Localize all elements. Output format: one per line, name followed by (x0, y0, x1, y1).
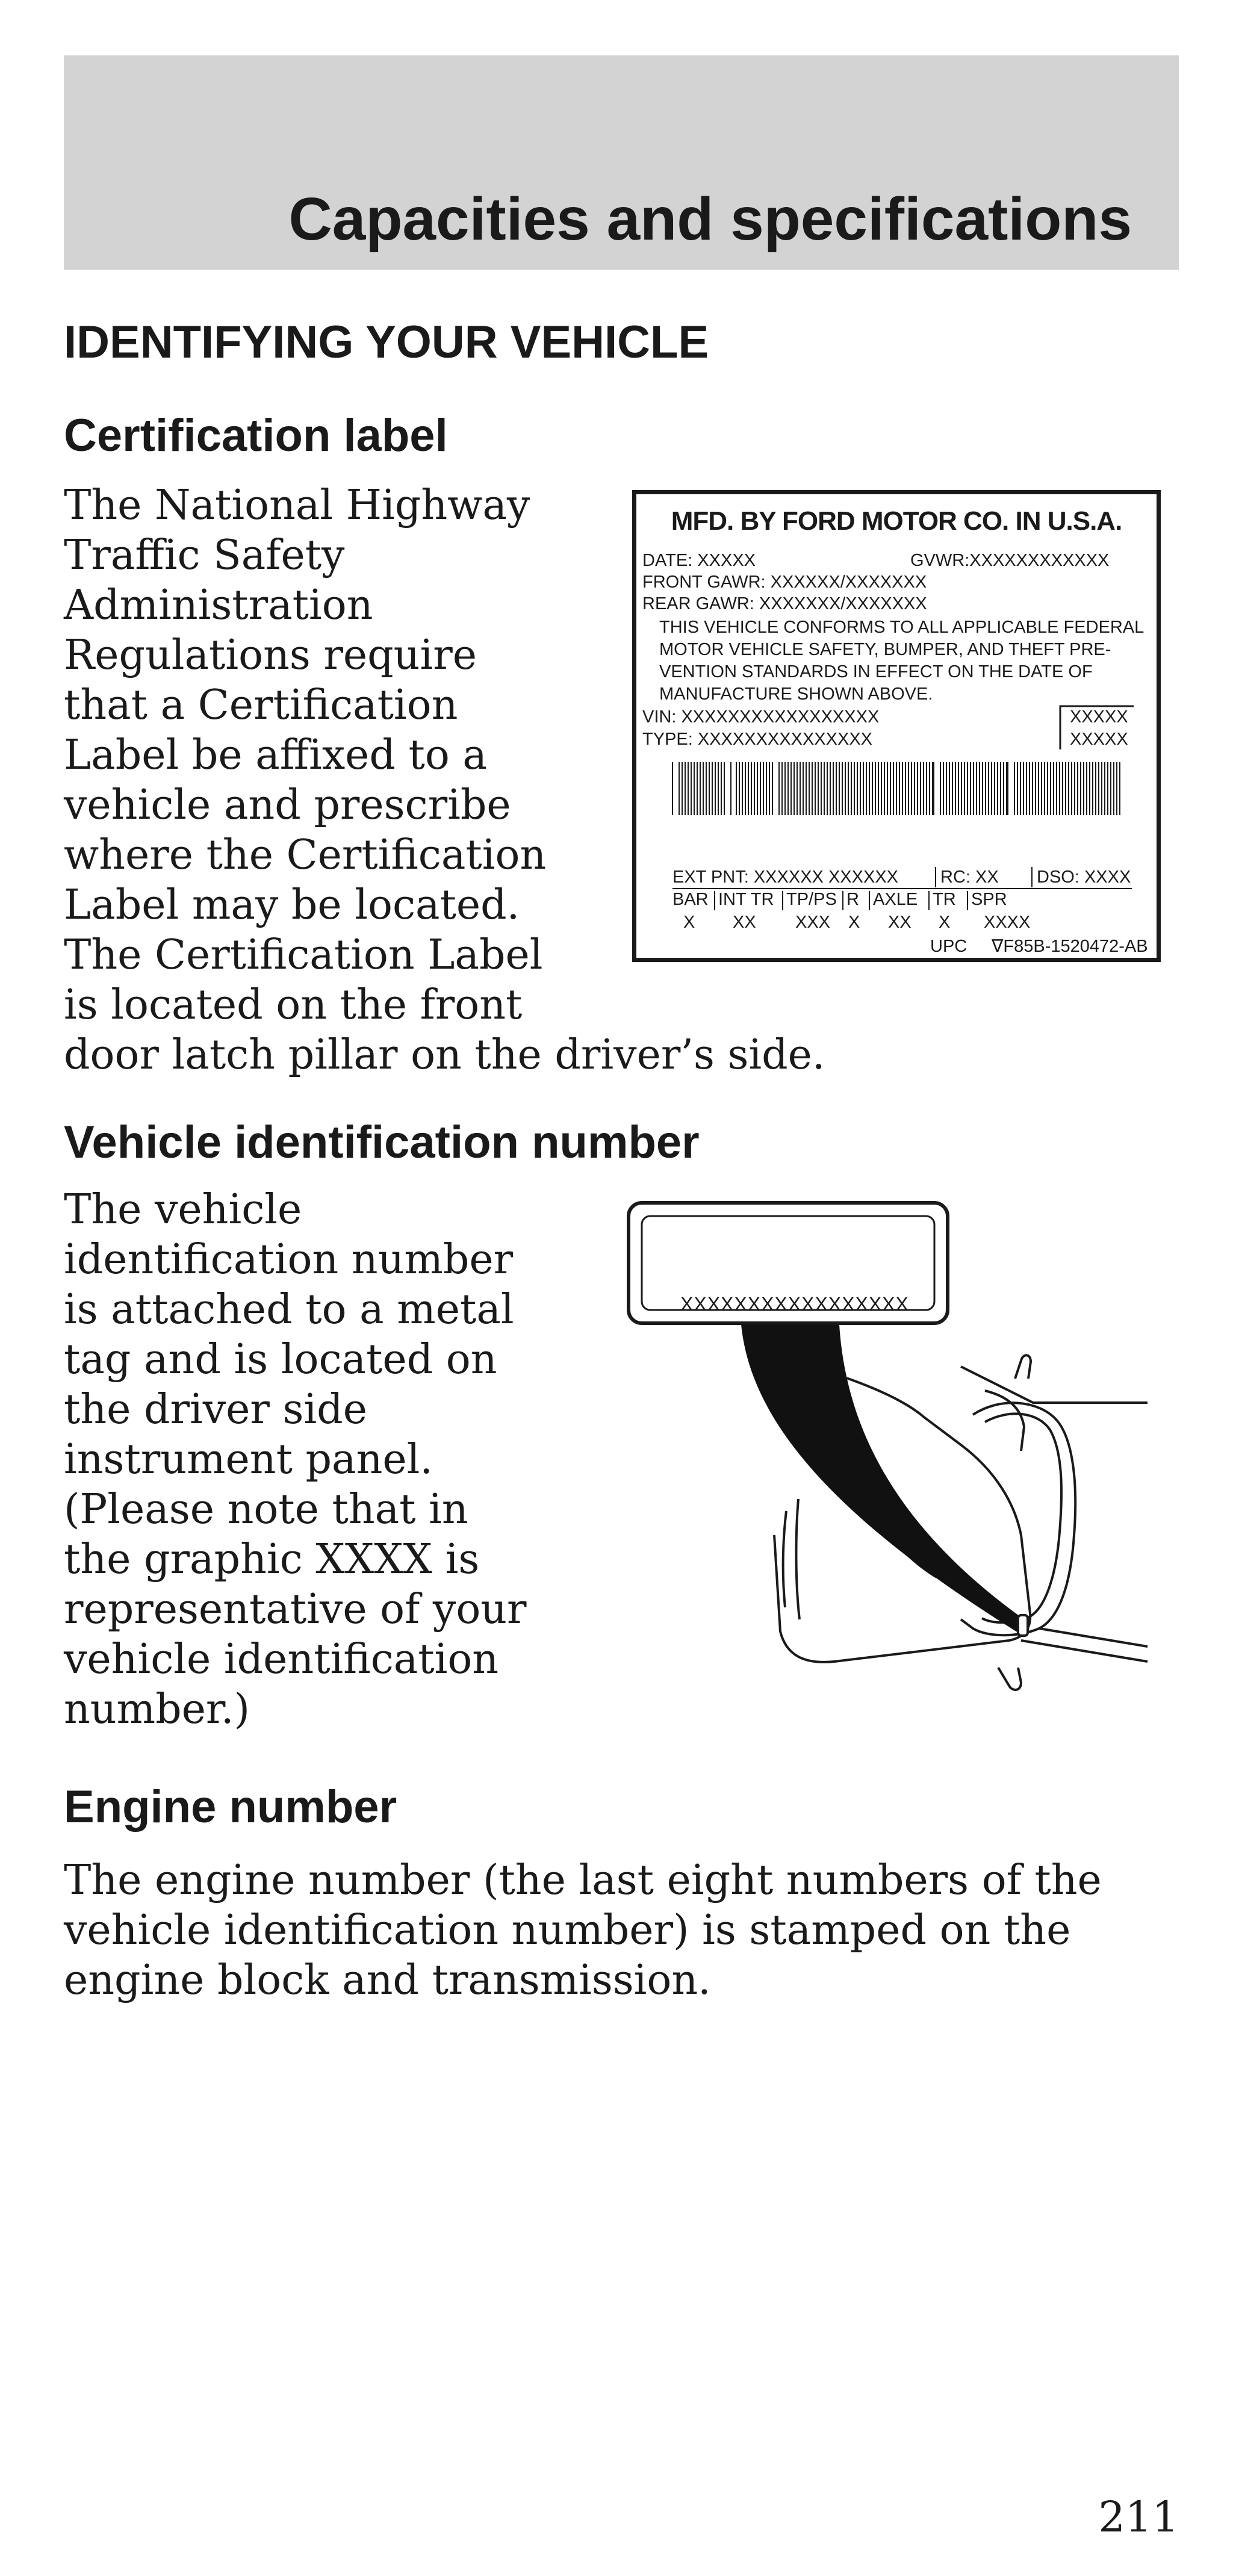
barcode-bar (1062, 762, 1063, 815)
barcode-bar (917, 762, 918, 815)
body-line: (Please note that in (64, 1486, 468, 1533)
label-rear-gawr: REAR GAWR: XXXXXXX/XXXXXXX (642, 594, 927, 613)
label-gvwr: GVWR:XXXXXXXXXXXX (910, 551, 1110, 570)
barcode-bar (896, 762, 897, 815)
body-line: that a Certification (64, 681, 458, 729)
label-conform-line: MANUFACTURE SHOWN ABOVE. (659, 684, 933, 704)
barcode-bar (787, 762, 789, 815)
barcode-bar (679, 762, 680, 815)
chapter-header (64, 55, 1179, 270)
barcode-bar (902, 762, 903, 815)
barcode-bar (961, 762, 962, 815)
body-line: door latch pillar on the driver’s side. (64, 1031, 825, 1079)
barcode-bar (824, 762, 825, 815)
barcode-bar (845, 762, 846, 815)
page-number: 211 (1098, 2492, 1179, 2542)
barcode-bar (685, 762, 686, 815)
barcode-bar (940, 762, 941, 815)
barcode-bar (878, 762, 879, 815)
body-line: vehicle identification number) is stamped on the (64, 1907, 1071, 1954)
barcode-bar (1098, 762, 1099, 815)
section-heading: IDENTIFYING YOUR VEHICLE (64, 317, 709, 368)
barcode-bar (920, 762, 921, 815)
label-col-value: X (939, 913, 951, 932)
barcode-bar (881, 762, 882, 815)
barcode-bar (884, 762, 885, 815)
label-rc: RC: XX (940, 867, 999, 887)
barcode-bar (706, 762, 707, 815)
certification-heading: Certification label (64, 410, 448, 461)
label-conform-line: VENTION STANDARDS IN EFFECT ON THE DATE OF (659, 662, 1093, 681)
barcode-bar (1053, 762, 1054, 815)
barcode-bar (1000, 762, 1001, 815)
barcode-bar (672, 762, 673, 815)
barcode-bar (1080, 762, 1081, 815)
chapter-title: Capacities and specifications (288, 185, 1132, 253)
barcode-bar (860, 762, 861, 815)
barcode-bar (724, 762, 725, 815)
body-line: vehicle and prescribe (64, 781, 511, 829)
barcode-bar (1041, 762, 1042, 815)
label-col-value: X (848, 913, 860, 932)
barcode-bar (830, 762, 831, 815)
barcode-bar (911, 762, 912, 815)
barcode-bar (1035, 762, 1036, 815)
barcode-bar (929, 762, 930, 815)
barcode-bar (697, 762, 698, 815)
barcode-bar (869, 762, 870, 815)
label-col-header: TP/PS (786, 890, 837, 909)
body-line: Traffic Safety (64, 532, 345, 579)
body-line: Regulations require (64, 632, 477, 679)
barcode-bar (763, 762, 764, 815)
body-line: The National Highway (64, 482, 530, 529)
barcode-bar (784, 762, 786, 815)
barcode-bar (890, 762, 891, 815)
barcode-bar (943, 762, 944, 815)
barcode-bar (914, 762, 915, 815)
barcode-bar (836, 762, 837, 815)
body-line: is attached to a metal (64, 1286, 514, 1333)
barcode-bar (1077, 762, 1078, 815)
barcode-bar (1047, 762, 1048, 815)
barcode-bar (748, 762, 749, 815)
barcode-bar (1038, 762, 1039, 815)
barcode-bar (848, 762, 849, 815)
barcode-bar (703, 762, 704, 815)
barcode-bar (1068, 762, 1069, 815)
barcode-bar (781, 762, 783, 815)
body-line: The engine number (the last eight numbers of the (64, 1857, 1102, 1904)
barcode-bar (778, 762, 780, 815)
barcode-bar (742, 762, 743, 815)
barcode-bar (757, 762, 758, 815)
barcode-bar (821, 762, 822, 815)
label-col-value: XXXX (984, 913, 1031, 932)
label-box-code: XXXXX (1070, 730, 1128, 749)
label-manufacturer: MFD. BY FORD MOTOR CO. IN U.S.A. (671, 506, 1122, 536)
barcode-bar (1104, 762, 1105, 815)
barcode-bar (1032, 762, 1033, 815)
barcode-bar (739, 762, 740, 815)
barcode-bar (1107, 762, 1108, 815)
barcode-bar (1071, 762, 1072, 815)
label-part-number: ∇F85B-1520472-AB (992, 937, 1148, 956)
label-col-header: AXLE (873, 890, 918, 909)
body-line: identification number (64, 1236, 514, 1283)
barcode-bar (979, 762, 980, 815)
label-front-gawr: FRONT GAWR: XXXXXX/XXXXXXX (642, 573, 927, 592)
barcode-bar (1065, 762, 1066, 815)
label-conform-line: THIS VEHICLE CONFORMS TO ALL APPLICABLE FEDERAL (659, 618, 1144, 637)
label-col-header: INT TR (718, 890, 774, 909)
barcode-bar (982, 762, 983, 815)
barcode-bar (926, 762, 927, 815)
body-line: Label be affixed to a (64, 731, 487, 779)
barcode-bar (1050, 762, 1051, 815)
body-line: the driver side (64, 1386, 367, 1433)
barcode-bar (875, 762, 876, 815)
barcode-bar (899, 762, 900, 815)
body-line: Label may be located. (64, 881, 520, 929)
barcode-bar (893, 762, 894, 815)
label-col-header: SPR (971, 890, 1007, 909)
barcode-bar (751, 762, 752, 815)
engine-body (64, 1855, 1102, 2005)
barcode-bar (854, 762, 855, 815)
barcode-bar (949, 762, 950, 815)
barcode-bar (1014, 762, 1015, 815)
barcode-bar (1095, 762, 1096, 815)
barcode-bar (851, 762, 852, 815)
barcode-bar (800, 762, 801, 815)
barcode-bar (815, 762, 816, 815)
barcode-bar (745, 762, 746, 815)
body-line: The vehicle (64, 1186, 302, 1234)
barcode-bar (760, 762, 761, 815)
barcode-bar (790, 762, 792, 815)
barcode-bar (712, 762, 713, 815)
label-col-value: XXX (795, 913, 831, 932)
barcode-bar (946, 762, 947, 815)
barcode-bar (682, 762, 683, 815)
barcode-bar (1056, 762, 1057, 815)
barcode-bar (908, 762, 909, 815)
barcode-bar (1059, 762, 1060, 815)
barcode-bar (1074, 762, 1075, 815)
label-col-value: XX (733, 913, 756, 932)
barcode (669, 762, 1127, 818)
barcode-bar (1026, 762, 1027, 815)
barcode-bar (973, 762, 974, 815)
barcode-bar (872, 762, 873, 815)
barcode-bar (694, 762, 695, 815)
barcode-bar (1017, 762, 1018, 815)
barcode-bar (833, 762, 834, 815)
body-line: instrument panel. (64, 1436, 433, 1483)
barcode-bar (923, 762, 924, 815)
label-box-code: XXXXX (1070, 707, 1128, 727)
vin-location-illustration (624, 1198, 1166, 1698)
barcode-bar (691, 762, 692, 815)
barcode-bar (1083, 762, 1084, 815)
barcode-bar (809, 762, 810, 815)
label-conform-line: MOTOR VEHICLE SAFETY, BUMPER, AND THEFT PRE- (659, 640, 1111, 659)
label-vin: VIN: XXXXXXXXXXXXXXXXX (642, 707, 880, 727)
barcode-bar (976, 762, 977, 815)
vin-tag-number: XXXXXXXXXXXXXXXXX (680, 1293, 909, 1315)
barcode-bar (736, 762, 737, 815)
barcode-bar (1110, 762, 1111, 815)
label-ext-pnt: EXT PNT: XXXXXX XXXXXX (672, 867, 899, 887)
barcode-bar (1089, 762, 1090, 815)
body-line: the graphic XXXX is (64, 1536, 480, 1583)
barcode-bar (700, 762, 701, 815)
barcode-bar (721, 762, 722, 815)
barcode-bar (1044, 762, 1045, 815)
label-col-header: R (846, 890, 859, 909)
label-col-value: XX (888, 913, 912, 932)
barcode-bar (1086, 762, 1087, 815)
barcode-bar (688, 762, 689, 815)
barcode-bar (985, 762, 986, 815)
body-line: engine block and transmission. (64, 1957, 711, 2004)
label-col-header: TR (933, 890, 956, 909)
barcode-bar (842, 762, 843, 815)
barcode-bar (1023, 762, 1024, 815)
barcode-bar (1101, 762, 1102, 815)
barcode-bar (857, 762, 858, 815)
barcode-bar (958, 762, 959, 815)
vin-body (64, 1185, 527, 1734)
barcode-bar (1116, 762, 1117, 815)
barcode-bar (769, 762, 770, 815)
barcode-bar (709, 762, 710, 815)
barcode-bar (932, 762, 934, 815)
barcode-bar (1020, 762, 1021, 815)
body-line: vehicle identification (64, 1636, 499, 1683)
label-col-value: X (683, 913, 695, 932)
barcode-bar (991, 762, 992, 815)
body-line: tag and is located on (64, 1336, 497, 1383)
vin-heading: Vehicle identification number (64, 1117, 700, 1168)
barcode-bar (730, 762, 731, 815)
body-line: is located on the front (64, 981, 523, 1029)
barcode-bar (994, 762, 995, 815)
body-line: Administration (64, 582, 373, 629)
barcode-bar (794, 762, 795, 815)
label-col-header: BAR (672, 890, 709, 909)
label-upc: UPC (930, 937, 967, 956)
barcode-bar (1092, 762, 1093, 815)
barcode-bar (1113, 762, 1114, 815)
barcode-bar (1003, 762, 1004, 815)
barcode-bar (806, 762, 807, 815)
barcode-bar (772, 762, 773, 815)
vin-plate-marker (1018, 1615, 1028, 1636)
barcode-bar (803, 762, 804, 815)
barcode-bar (1006, 762, 1008, 815)
body-line: number.) (64, 1686, 250, 1733)
body-line: where the Certification (64, 831, 547, 879)
label-code-box-bracket (1058, 704, 1136, 752)
label-dso: DSO: XXXX (1037, 867, 1131, 887)
barcode-bar (863, 762, 864, 815)
barcode-bar (715, 762, 716, 815)
barcode-bar (905, 762, 906, 815)
barcode-bar (952, 762, 953, 815)
barcode-bar (997, 762, 998, 815)
certification-label-illustration (632, 490, 1161, 962)
label-date: DATE: XXXXX (642, 551, 756, 570)
barcode-bar (797, 762, 798, 815)
barcode-bar (1029, 762, 1030, 815)
barcode-bar (967, 762, 968, 815)
barcode-bar (827, 762, 828, 815)
body-line: representative of your (64, 1586, 527, 1633)
body-line: The Certification Label (64, 931, 543, 979)
barcode-bar (964, 762, 965, 815)
barcode-bar (866, 762, 867, 815)
barcode-bar (955, 762, 956, 815)
barcode-bar (718, 762, 719, 815)
engine-heading: Engine number (64, 1781, 397, 1833)
barcode-bar (839, 762, 840, 815)
barcode-bar (887, 762, 888, 815)
barcode-bar (818, 762, 819, 815)
barcode-bar (812, 762, 813, 815)
barcode-bar (1119, 762, 1120, 815)
barcode-bar (970, 762, 971, 815)
label-type: TYPE: XXXXXXXXXXXXXXX (642, 730, 872, 749)
barcode-bar (988, 762, 989, 815)
barcode-bar (754, 762, 755, 815)
barcode-bar (766, 762, 767, 815)
